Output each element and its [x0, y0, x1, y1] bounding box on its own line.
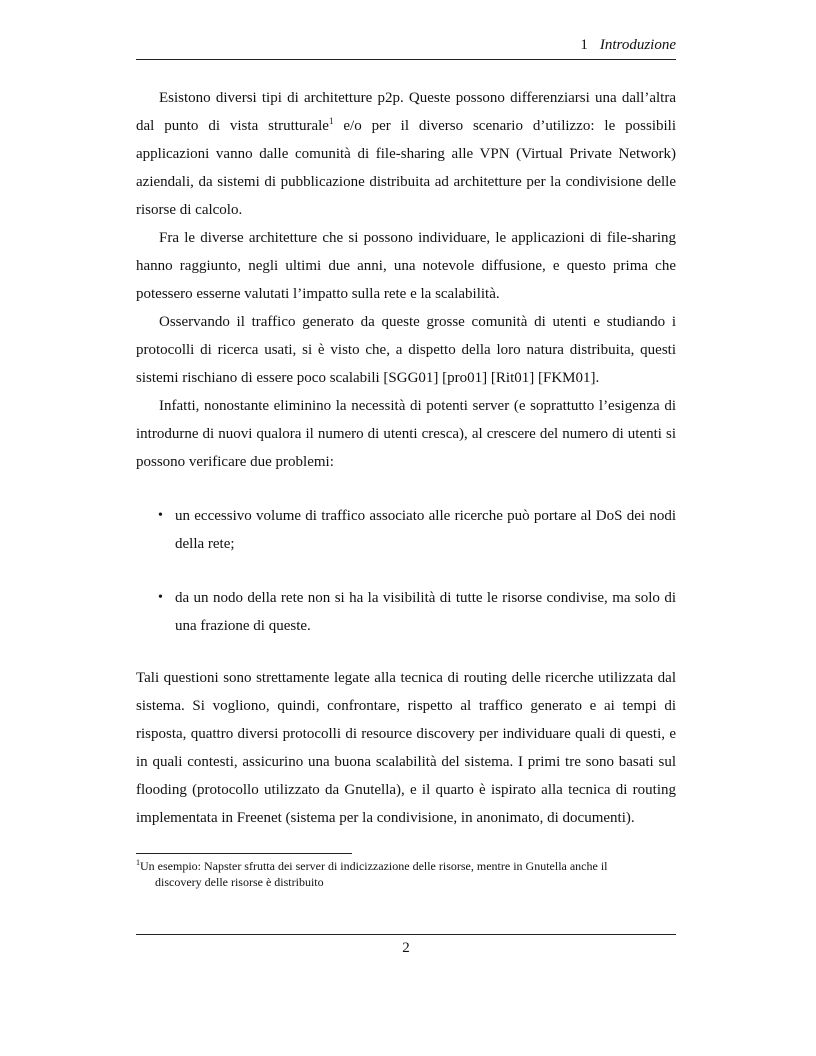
list-item [136, 502, 676, 558]
running-header [136, 35, 676, 60]
footnote-divider [136, 853, 352, 854]
paragraph-1-text-b: e/o per il diverso scenario d’utilizzo: le possibili applicazioni vanno dalle comunità di file-sharing alle VPN (Virtual Private Network) aziendali, da sistemi di pubblicazione distribuita ad architetture per la condivisione delle risorse di calcolo. [136, 118, 676, 218]
problem-list [136, 502, 676, 640]
list-item [136, 584, 676, 640]
footnote-line-1 [136, 858, 676, 874]
footnote-text-1: Un esempio: Napster sfrutta dei server di indicizzazione delle risorse, mentre in Gnutella anche il [140, 859, 608, 873]
paragraph-4: Infatti, nonostante eliminino la necessità di potenti server (e soprattutto l’esigenza di introdurne di nuovi qualora il numero di utenti cresca), al crescere del numero di utenti si possono verificare due problemi: [136, 398, 676, 470]
bullet-icon: • [158, 508, 163, 523]
footer-divider [136, 934, 676, 935]
list-item-text: da un nodo della rete non si ha la visibilità di tutte le risorse condivise, ma solo di una frazione di queste. [175, 590, 676, 634]
footnote-reference[interactable]: 1 [328, 116, 334, 126]
paragraph-1 [136, 84, 676, 224]
header-text [580, 37, 676, 54]
chapter-title: Introduzione [599, 37, 676, 53]
footnote-marker: 1 [136, 858, 140, 867]
paragraph-2: Fra le diverse architetture che si possono individuare, le applicazioni di file-sharing hanno raggiunto, negli ultimi due anni, una notevole diffusione, e questo prima che potessero esserne valutati l’impatto sulla rete e la scalabilità. [136, 230, 676, 302]
chapter-number: 1 [580, 37, 588, 53]
bullet-icon: • [158, 590, 163, 605]
paragraph-3: Osservando il traffico generato da queste grosse comunità di utenti e studiando i protocolli di ricerca usati, si è visto che, a dispetto della loro natura distribuita, questi sistemi rischiano di essere poco scalabili [SGG01] [pro01] [Rit01] [FKM01]. [136, 314, 676, 386]
page-number: 2 [402, 940, 410, 956]
list-item-text: un eccessivo volume di traffico associato alle ricerche può portare al DoS dei nodi della rete; [175, 508, 676, 552]
paragraph-5: Tali questioni sono strettamente legate alla tecnica di routing delle ricerche utilizzata dal sistema. Si vogliono, quindi, confrontare, rispetto al traffico generato e ai tempi di risposta, quattro diversi protocolli di resource discovery per individuare quali di questi, e in quali contesti, assicurino una buona scalabilità del sistema. I primi tre sono basati sul flooding (protocollo utilizzato da Gnutella), e il quarto è ispirato alla tecnica di routing implementata in Freenet (sistema per la condivisione, in anonimato, di documenti). [136, 670, 676, 826]
page-body [136, 84, 676, 832]
footnote-text-2: discovery delle risorse è distribuito [155, 875, 324, 889]
paragraph-1-text-a: Esistono diversi tipi di architetture p2p. Queste possono differenziarsi una dall’altra dal punto di vista strutturale [136, 90, 676, 134]
footnote [136, 858, 676, 890]
